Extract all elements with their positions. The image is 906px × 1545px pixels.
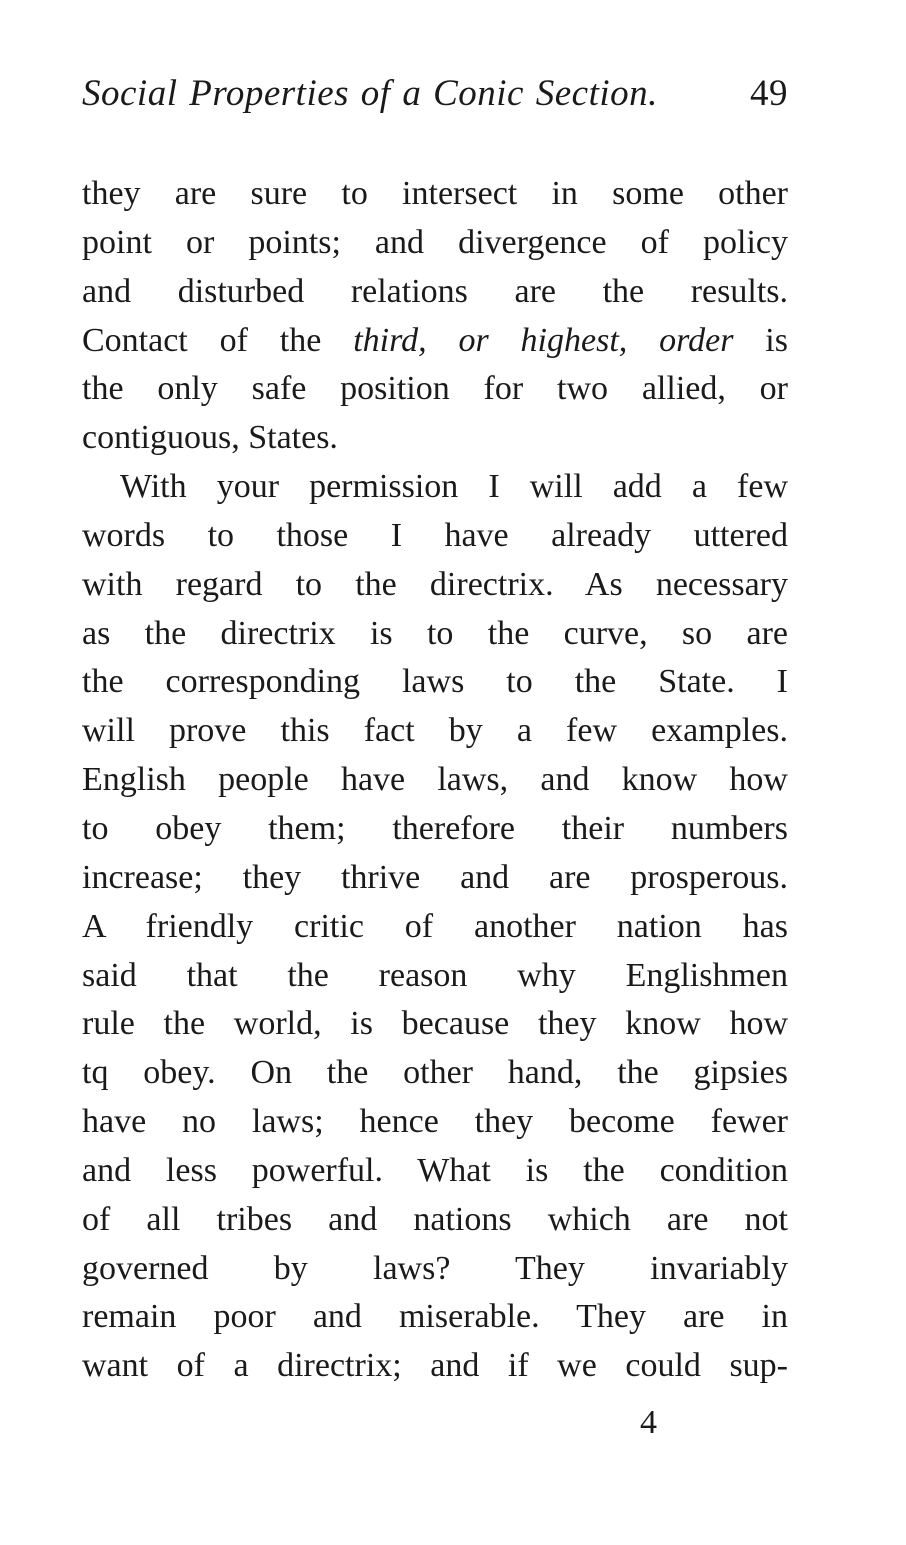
running-title: Social Properties of a Conic Section. — [82, 73, 658, 114]
text-line: of all tribes and nations which are not — [82, 1200, 788, 1238]
text-line: rule the world, is because they know how — [82, 1005, 788, 1043]
text-line: words to those I have already uttered — [82, 516, 788, 554]
body-text — [82, 170, 788, 1391]
text-line: they are sure to intersect in some other — [82, 175, 788, 212]
text-line: with regard to the directrix. As necessary — [82, 565, 788, 603]
signature-mark: 4 — [640, 1404, 657, 1441]
text-line: increase; they thrive and are prosperous. — [82, 858, 788, 896]
text-line: tq obey. On the other hand, the gipsies — [82, 1054, 788, 1092]
text-line: have no laws; hence they become fewer — [82, 1103, 788, 1141]
page-number: 49 — [750, 73, 788, 114]
text-line — [82, 317, 788, 366]
text-line: and disturbed relations are the results. — [82, 272, 788, 310]
text-line: said that the reason why Englishmen — [82, 956, 788, 994]
text-span: is — [733, 321, 788, 359]
text-line: A friendly critic of another nation has — [82, 907, 788, 945]
text-line: English people have laws, and know how — [82, 761, 788, 799]
text-line: want of a directrix; and if we could sup- — [82, 1347, 788, 1385]
italic-phrase: third, or highest, order — [353, 321, 734, 359]
text-line: the only safe position for two allied, or — [82, 370, 788, 408]
text-line: contiguous, States. — [82, 419, 338, 457]
text-line: point or points; and divergence of policy — [82, 223, 788, 261]
text-line: will prove this fact by a few examples. — [82, 712, 788, 750]
text-span: Contact of the — [82, 321, 354, 359]
text-line: to obey them; therefore their numbers — [82, 809, 788, 847]
running-head — [82, 72, 788, 128]
text-line: With your permission I will add a few — [120, 468, 788, 506]
text-line: remain poor and miserable. They are in — [82, 1298, 788, 1336]
text-line: governed by laws? They invariably — [82, 1249, 788, 1287]
text-line: and less powerful. What is the condition — [82, 1151, 788, 1189]
text-line: the corresponding laws to the State. I — [82, 663, 788, 701]
text-line: as the directrix is to the curve, so are — [82, 614, 788, 652]
